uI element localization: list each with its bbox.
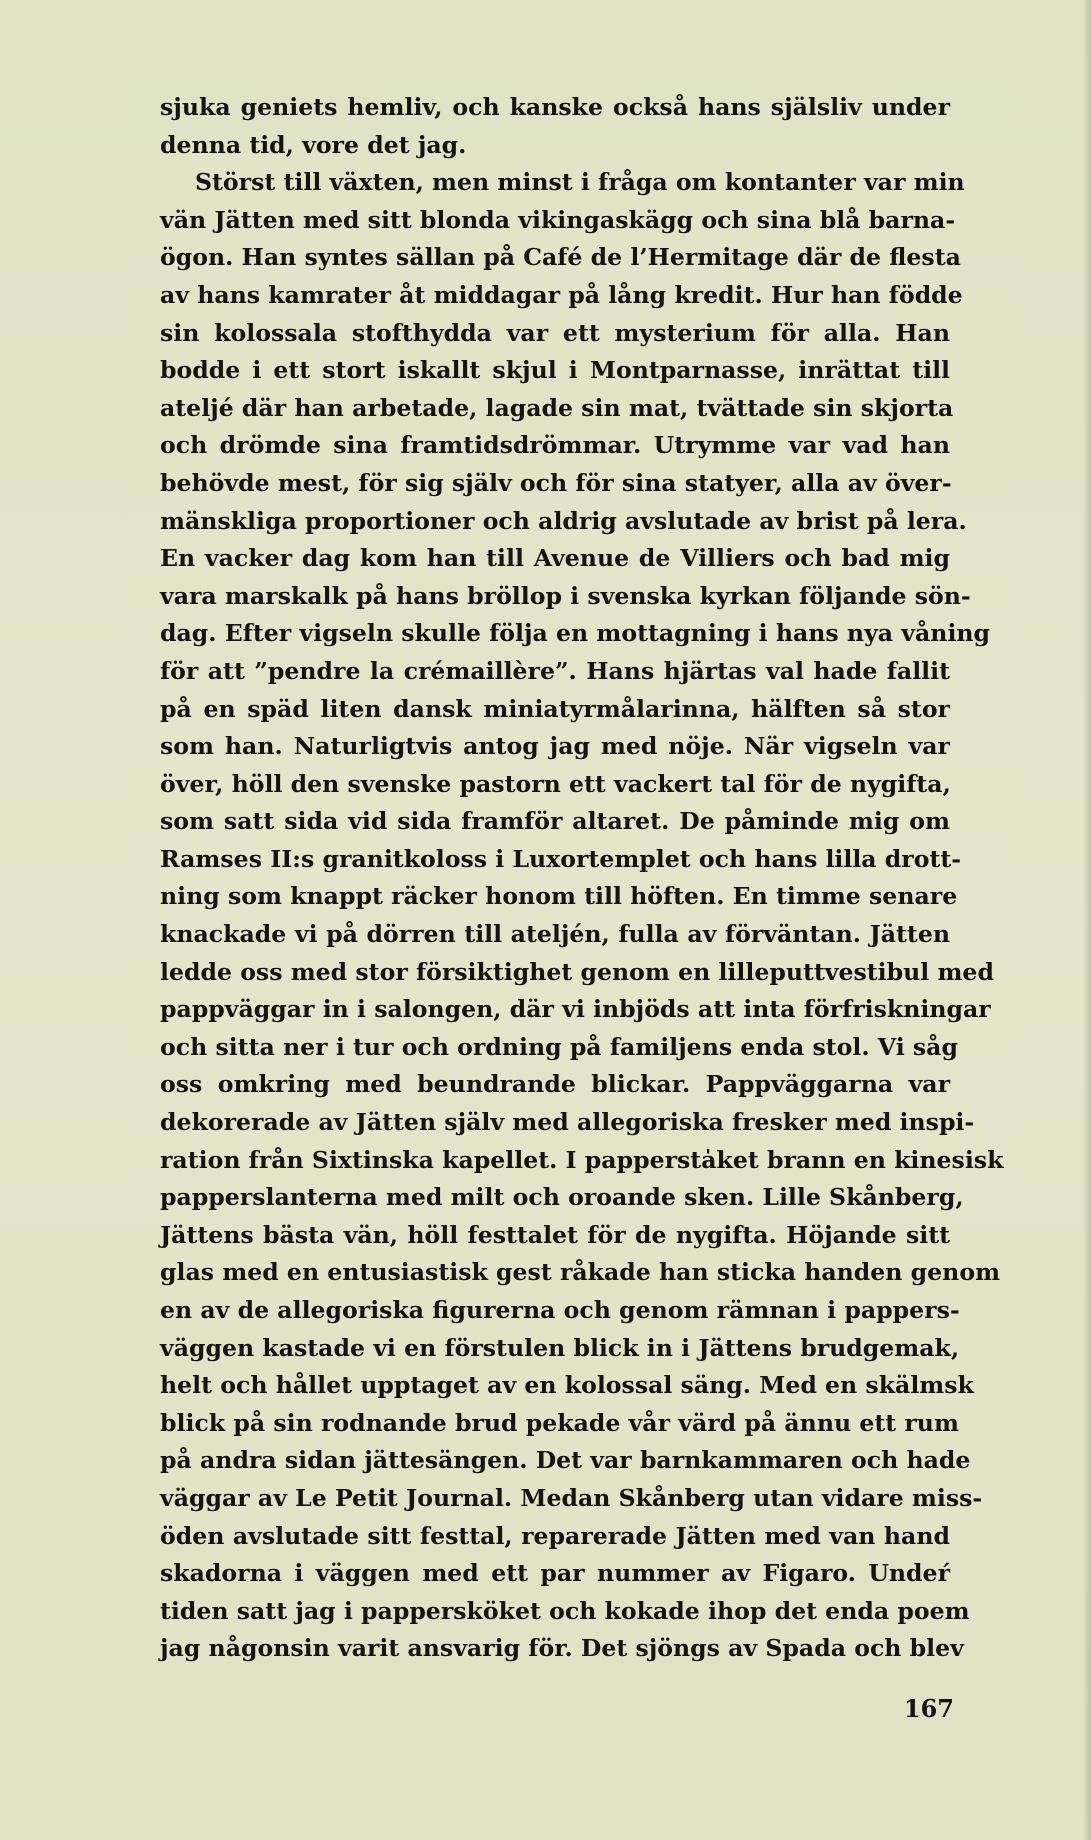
text-line: blick på sin rodnande brud pekade vår värd på ännu ett rum bbox=[160, 1408, 959, 1437]
text-line: på en späd liten dansk miniatyrmålarinna, hälften så stor bbox=[160, 694, 950, 723]
text-line: ögon. Han syntes sällan på Café de l’Hermitage där de flesta bbox=[160, 243, 961, 272]
text-line: dekorerade av Jätten själv med allegoriska fresker med inspi- bbox=[160, 1108, 975, 1137]
text-line: denna tid, vore det jag. bbox=[160, 130, 467, 159]
text-line: väggar av Le Petit Journal. Medan Skånberg utan vidare miss- bbox=[160, 1483, 983, 1512]
text-line: ateljé där han arbetade, lagade sin mat, tvättade sin skjorta bbox=[160, 393, 954, 422]
text-line: jag någonsin varit ansvarig för. Det sjöngs av Spada och blev bbox=[160, 1634, 964, 1663]
body-text bbox=[160, 89, 1004, 1668]
text-line: som han. Naturligtvis antog jag med nöje. När vigseln var bbox=[160, 732, 950, 761]
text-line: dag. Efter vigseln skulle följa en mottagning i hans nya våning bbox=[160, 619, 991, 648]
page-edge-shadow bbox=[1083, 0, 1091, 1840]
text-line: Störst till växten, men minst i fråga om kontanter var min bbox=[195, 168, 965, 197]
text-line: ning som knappt räcker honom till höften. En timme senare bbox=[160, 882, 958, 911]
text-line: mänskliga proportioner och aldrig avslutade av brist på lera. bbox=[160, 506, 967, 535]
text-line: sin kolossala stofthydda var ett mysterium för alla. Han bbox=[160, 318, 950, 347]
text-line: för att ”pendre la crémaillère”. Hans hjärtas val hade fallit bbox=[160, 656, 950, 685]
text-line: en av de allegoriska figurerna och genom rämnan i pappers- bbox=[160, 1296, 960, 1324]
text-line: av hans kamrater åt middagar på lång kredit. Hur han födde bbox=[160, 280, 963, 309]
text-line: bodde i ett stort iskallt skjul i Montparnasse, inrättat till bbox=[160, 356, 950, 385]
text-line: Jättens bästa vän, höll festtalet för de nygifta. Höjande sitt bbox=[160, 1220, 950, 1249]
text-line: väggen kastade vi en förstulen blick in i Jättens brudgemak, bbox=[160, 1333, 960, 1362]
page-number: 167 bbox=[903, 1694, 954, 1723]
text-line: glas med en entusiastisk gest råkade han sticka handen genom bbox=[160, 1258, 1001, 1287]
text-line: öden avslutade sitt festtal, reparerade Jätten med van hand bbox=[160, 1521, 950, 1550]
text-line: vara marskalk på hans bröllop i svenska kyrkan följande sön- bbox=[160, 581, 971, 610]
text-line: ledde oss med stor försiktighet genom en lilleputtvestibul med bbox=[160, 957, 994, 986]
text-line: papperslanterna med milt och oroande sken. Lille Skånberg, bbox=[160, 1183, 964, 1212]
text-line: skadorna i väggen med ett par nummer av Figaro. Undeŕ bbox=[160, 1559, 950, 1588]
text-line: på andra sidan jättesängen. Det var barnkammaren och hade bbox=[160, 1446, 971, 1475]
text-line: tiden satt jag i pappersköket och kokade ihop det enda poem bbox=[160, 1596, 970, 1625]
text-line: Ramses II:s granitkoloss i Luxortemplet och hans lilla drott- bbox=[160, 844, 962, 873]
text-line: och drömde sina framtidsdrömmar. Utrymme var vad han bbox=[160, 431, 950, 460]
text-line: sjuka geniets hemliv, och kanske också hans själsliv under bbox=[160, 93, 950, 121]
text-line: och sitta ner i tur och ordning på familjens enda stol. Vi såg bbox=[160, 1032, 958, 1061]
text-line: behövde mest, för sig själv och för sina statyer, alla av över- bbox=[160, 468, 952, 497]
text-line: ration från Sixtinska kapellet. I pappersta̍ket brann en kinesisk bbox=[160, 1145, 1004, 1174]
text-line: vän Jätten med sitt blonda vikingaskägg och sina blå barna- bbox=[160, 205, 956, 234]
text-line: En vacker dag kom han till Avenue de Villiers och bad mig bbox=[160, 544, 950, 573]
text-line: knackade vi på dörren till ateljén, fulla av förväntan. Jätten bbox=[160, 920, 950, 949]
text-line: helt och hållet upptaget av en kolossal säng. Med en skälmsk bbox=[160, 1371, 974, 1400]
text-line: pappväggar in i salongen, där vi inbjöds att inta förfriskningar bbox=[160, 995, 991, 1024]
text-line: oss omkring med beundrande blickar. Pappväggarna var bbox=[160, 1070, 950, 1099]
text-line: över, höll den svenske pastorn ett vackert tal för de nygifta, bbox=[160, 769, 951, 798]
text-line: som satt sida vid sida framför altaret. De påminde mig om bbox=[160, 807, 950, 836]
